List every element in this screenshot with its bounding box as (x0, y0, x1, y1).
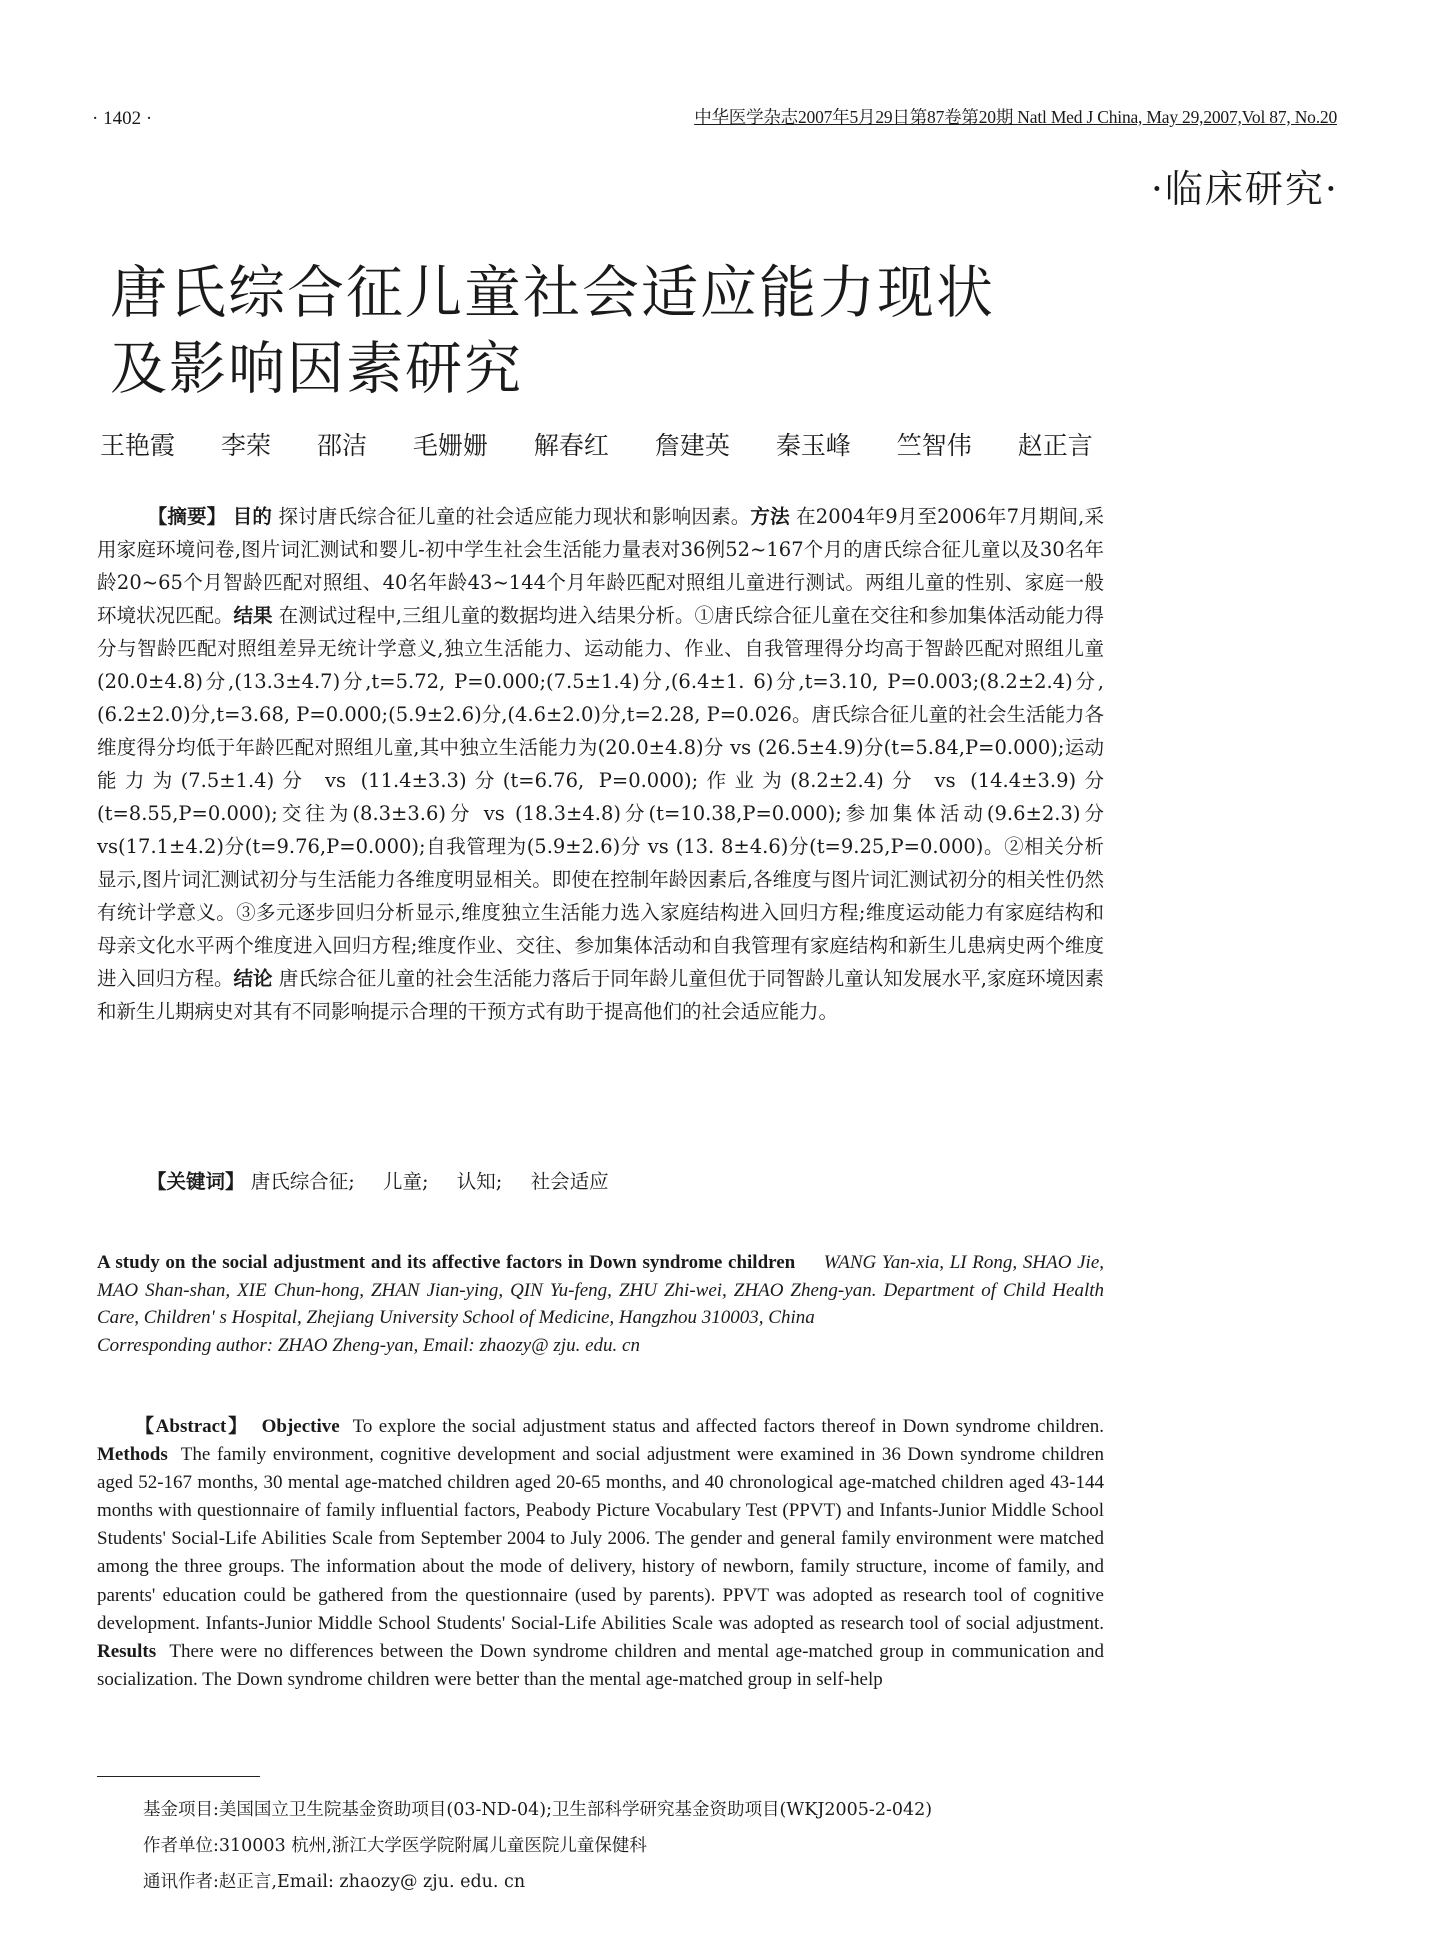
keyword: 儿童; (383, 1170, 429, 1193)
corresponding-author: Corresponding author: ZHAO Zheng-yan, Email: zhaozy@ zju. edu. cn (97, 1334, 640, 1356)
methods-text: The family environment, cognitive development and social adjustment were examined in 36 Down syndrome children aged 52-167 months, 30 mental age-matched children aged 20-65 months, and 40 chronological age-matched children aged 43-144 months with questionnaire of family influential factors, Peabody Picture Vocabulary Test (PPVT) and Infants-Junior Middle School Students' Social-Life Abilities Scale from September 2004 to July 2006. The gender and general family environment were matched among the three groups. The information about the mode of delivery, history of newborn, family structure, income of family, and parents' education could be gathered from the questionnaire (used by parents). PPVT was adopted as research tool of cognitive development. Infants-Junior Middle School Students' Social-Life Abilities Scale was adopted as research tool of social adjustment. (97, 1444, 1105, 1634)
page-header (92, 104, 1337, 138)
abstract-label: 【Abstract】 (135, 1416, 249, 1437)
author-name: 邵洁 (316, 431, 367, 460)
author-name: 竺智伟 (896, 431, 972, 460)
author-name: 赵正言 (1017, 431, 1093, 460)
author-name: 解春红 (533, 431, 609, 460)
methods-text: 在2004年9月至2006年7月期间,采用家庭环境问卷,图片词汇测试和婴儿-初中学生社会生活能力量表对36例52~167个月的唐氏综合征儿童以及30名年龄20~65个月智龄匹配对照组、40名年龄43~144个月年龄匹配对照组儿童进行测试。两组儿童的性别、家庭一般环境状况匹配。 (97, 505, 1105, 627)
chinese-abstract (97, 500, 1104, 1028)
conclusion-text: 唐氏综合征儿童的社会生活能力落后于同年龄儿童但优于同智龄儿童认知发展水平,家庭环境因素和新生儿期病史对其有不同影响提示合理的干预方式有助于提高他们的社会适应能力。 (97, 967, 1104, 1023)
author-list (100, 426, 1131, 462)
author-name: 王艳霞 (100, 431, 176, 460)
author-name: 李荣 (220, 431, 271, 460)
objective-label: Objective (261, 1416, 340, 1437)
methods-label: Methods (97, 1444, 168, 1466)
abstract-label: 【摘要】 (147, 505, 227, 528)
chinese-keywords (147, 1166, 631, 1194)
objective-text: To explore the social adjustment status and affected factors thereof in Down syndrome children. (352, 1416, 1105, 1437)
footnotes (143, 1792, 932, 1900)
article-title (110, 255, 1110, 407)
keyword: 唐氏综合征; (250, 1170, 355, 1193)
title-line-1: 唐氏综合征儿童社会适应能力现状 (110, 260, 995, 326)
english-title-and-authors (97, 1249, 1104, 1332)
objective-text: 探讨唐氏综合征儿童的社会适应能力现状和影响因素。 (278, 505, 751, 528)
results-text: 在测试过程中,三组儿童的数据均进入结果分析。①唐氏综合征儿童在交往和参加集体活动能力得分与智龄匹配对照组差异无统计学意义,独立生活能力、运动能力、作业、自我管理得分均高于智龄匹配对照组儿童(20.0±4.8)分,(13.3±4.7)分,t=5.72, P=0.000;(7.5±1.4)分,(6.4±1. 6)分,t=3.10, P=0.003;(8.2±2.4)分,(6.2±2.0)分,t=3.68, P=0.000;(5.9±2.6)分,(4.6±2.0)分,t=2.28, P=0.026。唐氏综合征儿童的社会生活能力各维度得分均低于年龄匹配对照组儿童,其中独立生活能力为(20.0±4.8)分 vs (26.5±4.9)分(t=5.84,P=0.000);运动能力为(7.5±1.4)分 vs (11.4±3.3)分(t=6.76, P=0.000);作业为(8.2±2.4)分 vs (14.4±3.9)分(t=8.55,P=0.000);交往为(8.3±3.6)分 vs (18.3±4.8)分(t=10.38,P=0.000);参加集体活动(9.6±2.3)分 vs(17.1±4.2)分(t=9.76,P=0.000);自我管理为(5.9±2.6)分 vs (13. 8±4.6)分(t=9.25,P=0.000)。②相关分析显示,图片词汇测试初分与生活能力各维度明显相关。即使在控制年龄因素后,各维度与图片词汇测试初分的相关性仍然有统计学意义。③多元逐步回归分析显示,维度独立生活能力选入家庭结构进入回归方程;维度运动能力有家庭结构和母亲文化水平两个维度进入回归方程;维度作业、交往、参加集体活动和自我管理有家庭结构和新生儿患病史两个维度进入回归方程。 (97, 604, 1104, 990)
keyword: 认知; (456, 1170, 503, 1193)
results-label: Results (97, 1640, 157, 1662)
institution-note: 作者单位:310003 杭州,浙江大学医学院附属儿童医院儿童保健科 (143, 1836, 647, 1856)
results-label: 结果 (233, 604, 273, 627)
english-title-block (97, 1249, 1104, 1359)
objective-label: 目的 (232, 505, 273, 528)
running-head: 中华医学杂志2007年5月29日第87卷第20期 Natl Med J China, May 29,2007,Vol 87, No.20 (694, 107, 1337, 127)
english-title: A study on the social adjustment and its affective factors in Down syndrome children (97, 1252, 796, 1273)
results-text: There were no differences between the Down syndrome children and mental age-matched group in communication and socialization. The Down syndrome children were better than the mental age-matched group in self-help (97, 1640, 1104, 1690)
keywords-label: 【关键词】 (147, 1170, 245, 1193)
footnote-divider (97, 1776, 260, 1777)
author-name: 詹建英 (654, 431, 730, 460)
english-affiliation: Department of Child Health Care, Children' s Hospital, Zhejiang University School of Medicine, Hangzhou 310003, China (97, 1279, 1105, 1328)
page-number: · 1402 · (92, 108, 153, 129)
fund-note: 基金项目:美国国立卫生院基金资助项目(03-ND-04);卫生部科学研究基金资助项目(WKJ2005-2-042) (143, 1800, 933, 1820)
author-name: 秦玉峰 (775, 431, 851, 460)
conclusion-label: 结论 (233, 967, 273, 990)
english-abstract (97, 1413, 1104, 1694)
column-label: ·临床研究· (1150, 167, 1339, 211)
english-authors: WANG Yan-xia, LI Rong, SHAO Jie, MAO Shan-shan, XIE Chun-hong, ZHAN Jian-ying, QIN Yu-feng, ZHU Zhi-wei, ZHAO Zheng-yan. (97, 1252, 1104, 1301)
author-name: 毛姗姗 (412, 431, 488, 460)
title-line-2: 及影响因素研究 (110, 336, 523, 402)
keyword: 社会适应 (530, 1170, 609, 1193)
correspondence-note: 通讯作者:赵正言,Email: zhaozy@ zju. edu. cn (143, 1872, 526, 1892)
methods-label: 方法 (750, 505, 790, 528)
